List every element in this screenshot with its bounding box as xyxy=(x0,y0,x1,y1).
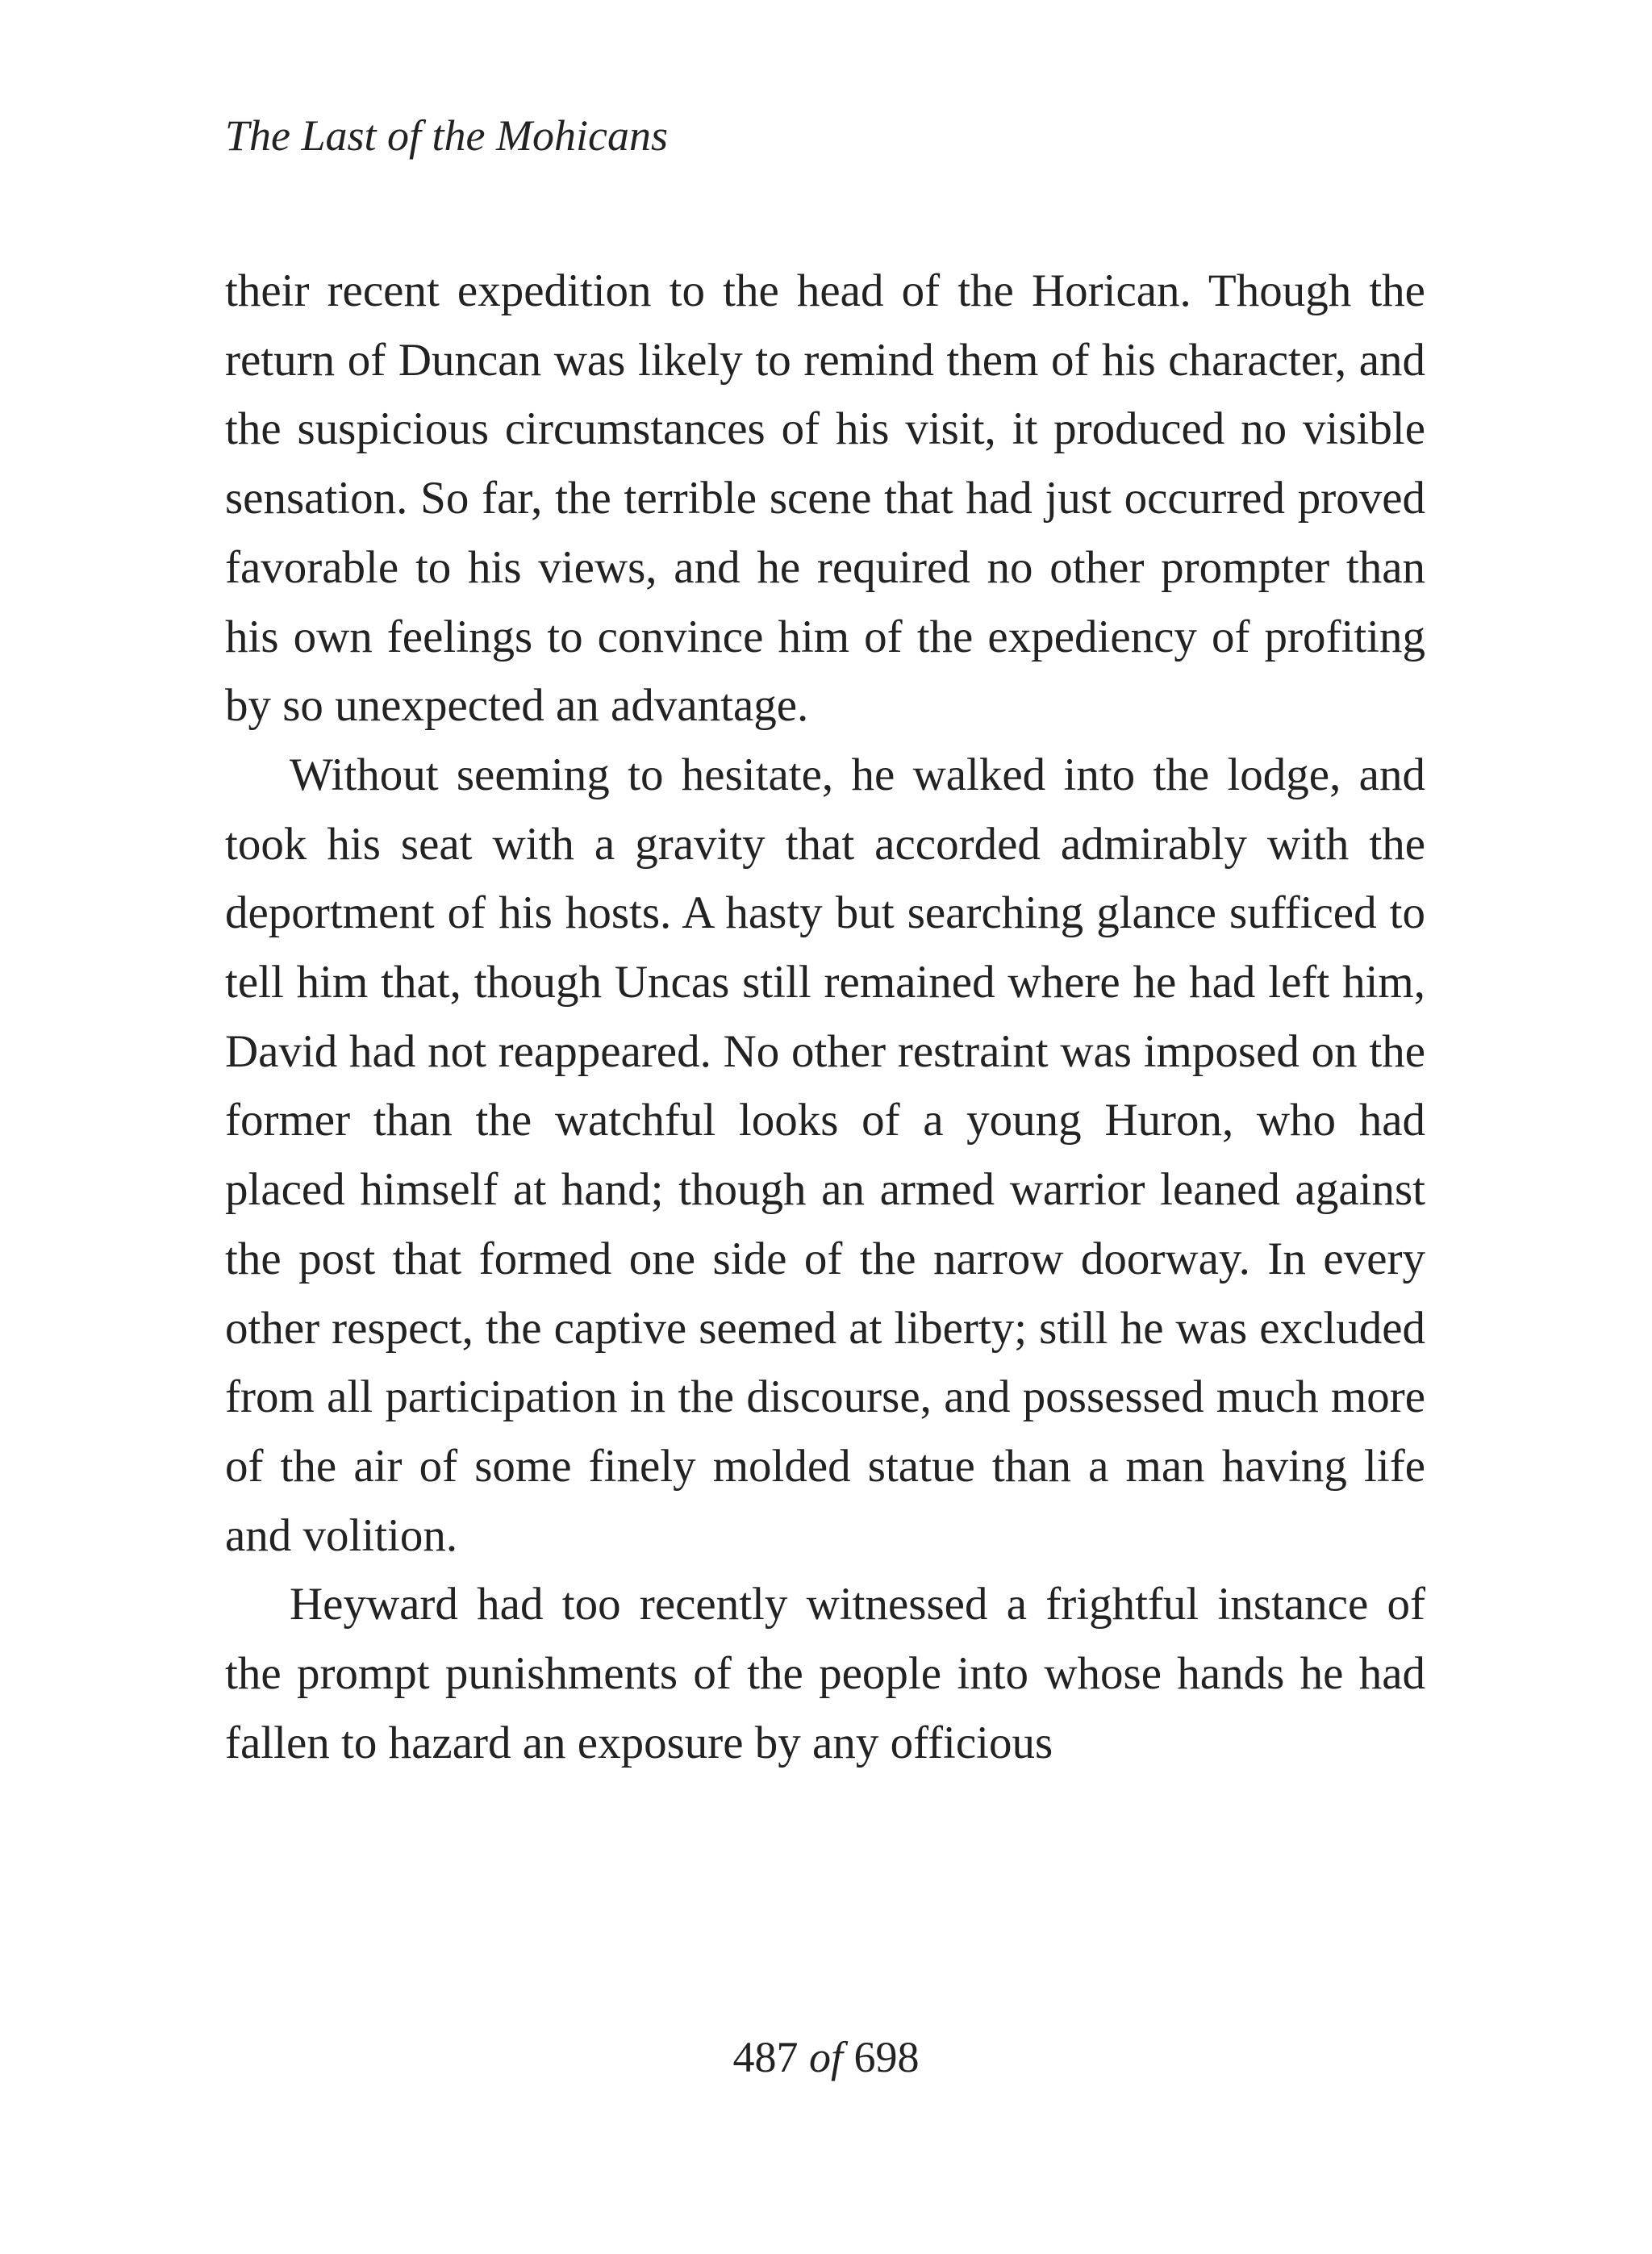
total-page-count: 698 xyxy=(853,2033,920,2081)
page-number xyxy=(0,2025,1652,2089)
paragraph: Without seeming to hesitate, he walked into the lodge, and took his seat with a gravity that accorded admirably with the deportment of his hosts. A hasty but searching glance sufficed to tell him that, though Uncas still remained where he had left him, David had not reappeared. No other restraint was imposed on the former than the watchful looks of a young Huron, who had placed himself at hand; though an armed warrior leaned against the post that formed one side of the narrow doorway. In every other respect, the captive seemed at liberty; still he was excluded from all participation in the discourse, and possessed much more of the air of some finely molded statue than a man having life and volition. xyxy=(225,749,1425,1561)
paragraph-continued: their recent expedition to the head of the Horican. Though the return of Duncan was likely to remind them of his character, and the suspicious circumstances of his visit, it produced no visible sensation. So far, the terrible scene that had just occurred proved favorable to his views, and he required no other prompter than his own feelings to convince him of the expediency of profiting by so unexpected an advantage. xyxy=(225,265,1425,732)
body-text xyxy=(225,257,1425,1777)
paragraph: Heyward had too recently witnessed a frightful instance of the prompt punishments of the people into whose hands he had fallen to hazard an exposure by any officious xyxy=(225,1579,1425,1768)
current-page-number: 487 xyxy=(732,2033,799,2081)
page-number-separator: of xyxy=(808,2033,843,2081)
running-title: The Last of the Mohicans xyxy=(225,111,668,160)
